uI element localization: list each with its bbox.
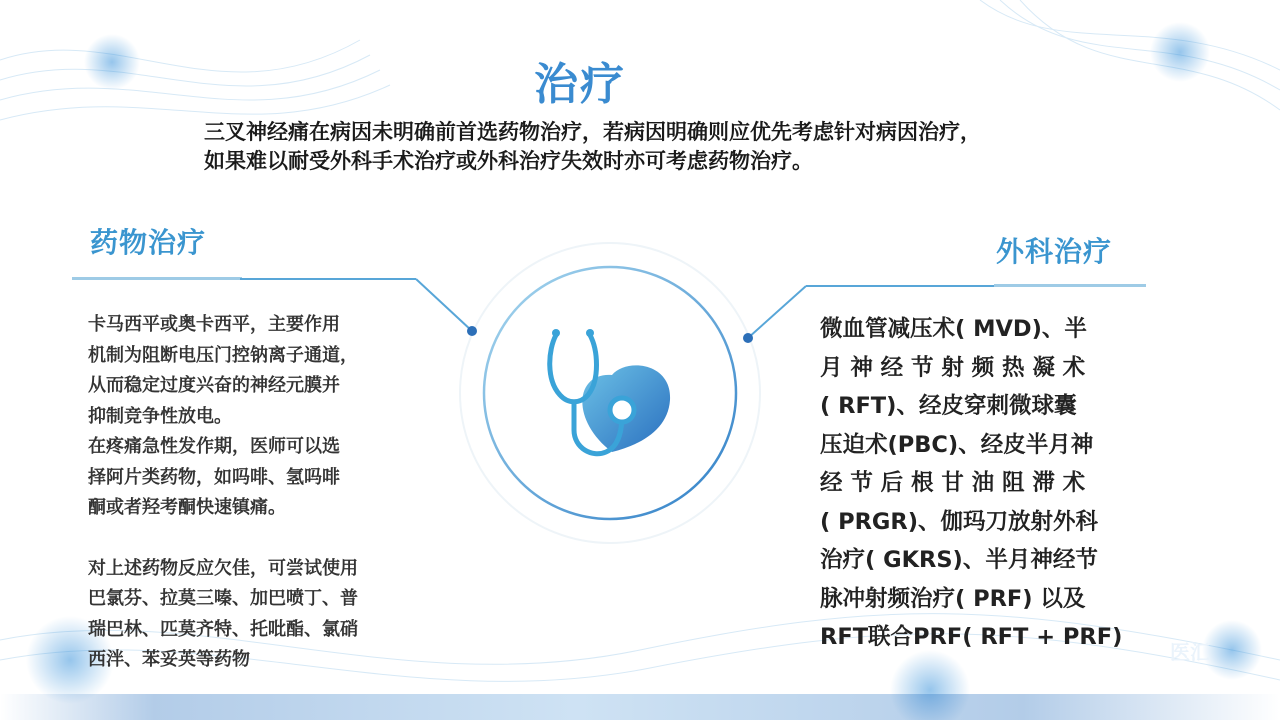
text-line: 治疗( GKRS)、半月神经节 [820,547,1098,573]
left-heading-underline-extension [240,278,416,280]
drug-therapy-text [88,310,418,676]
paragraph-gap [88,524,418,554]
text-line: 脉冲射频治疗( PRF) 以及 [820,585,1086,612]
right-connector [748,286,806,338]
drug-therapy-heading: 药物治疗 [90,226,207,259]
right-heading-underline-extension [806,285,996,287]
text-line: 对上述药物反应欠佳，可尝试使用 [88,557,358,579]
text-line: 从而稳定过度兴奋的神经元膜并 [88,375,340,396]
text-line: 抑制竞争性放电。 [88,405,232,427]
surgical-therapy-text [820,310,1140,657]
page-title: 治疗 [534,59,626,110]
text-line: 西泮、苯妥英等药物 [88,649,250,670]
text-line: 在疼痛急性发作期，医师可以选 [88,436,340,457]
surgical-therapy-heading: 外科治疗 [996,235,1113,268]
left-connector [416,279,472,331]
text-line: 卡马西平或奥卡西平，主要作用 [88,314,340,335]
text-line: 酮或者羟考酮快速镇痛。 [88,497,286,518]
intro-line: 如果难以耐受外科手术治疗或外科治疗失效时亦可考虑药物治疗。 [204,149,813,173]
text-line: 机制为阻断电压门控钠离子通道， [88,344,358,366]
text-line: 择阿片类药物，如吗啡、氢吗啡 [88,466,340,488]
text-line: 瑞巴林、匹莫齐特、托吡酯、氯硝 [88,618,358,640]
intro-text [204,118,1104,176]
right-heading-underline [994,284,1146,287]
text-line: RFT联合PRF( RFT + PRF) [820,624,1123,650]
text-line: 巴氯芬、拉莫三嗪、加巴喷丁、普 [88,588,358,609]
stethoscope-heart-icon [550,329,670,454]
text-line: 月 神 经 节 射 频 热 凝 术 [820,354,1086,381]
watermark: 医汇 [1170,640,1210,664]
intro-line: 三叉神经痛在病因未明确前首选药物治疗，若病因明确则应优先考虑针对病因治疗， [204,120,981,144]
text-line: ( RFT)、经皮穿刺微球囊 [820,393,1077,419]
left-heading-underline [72,277,242,280]
text-line: ( PRGR)、伽玛刀放射外科 [820,508,1099,535]
text-line: 经 节 后 根 甘 油 阻 滞 术 [820,470,1086,496]
left-connector-dot [467,326,477,336]
bottom-gradient-bar [0,694,1280,720]
text-line: 微血管减压术( MVD)、半 [820,316,1087,342]
right-connector-dot [743,333,753,343]
text-line: 压迫术(PBC)、经皮半月神 [820,431,1094,458]
